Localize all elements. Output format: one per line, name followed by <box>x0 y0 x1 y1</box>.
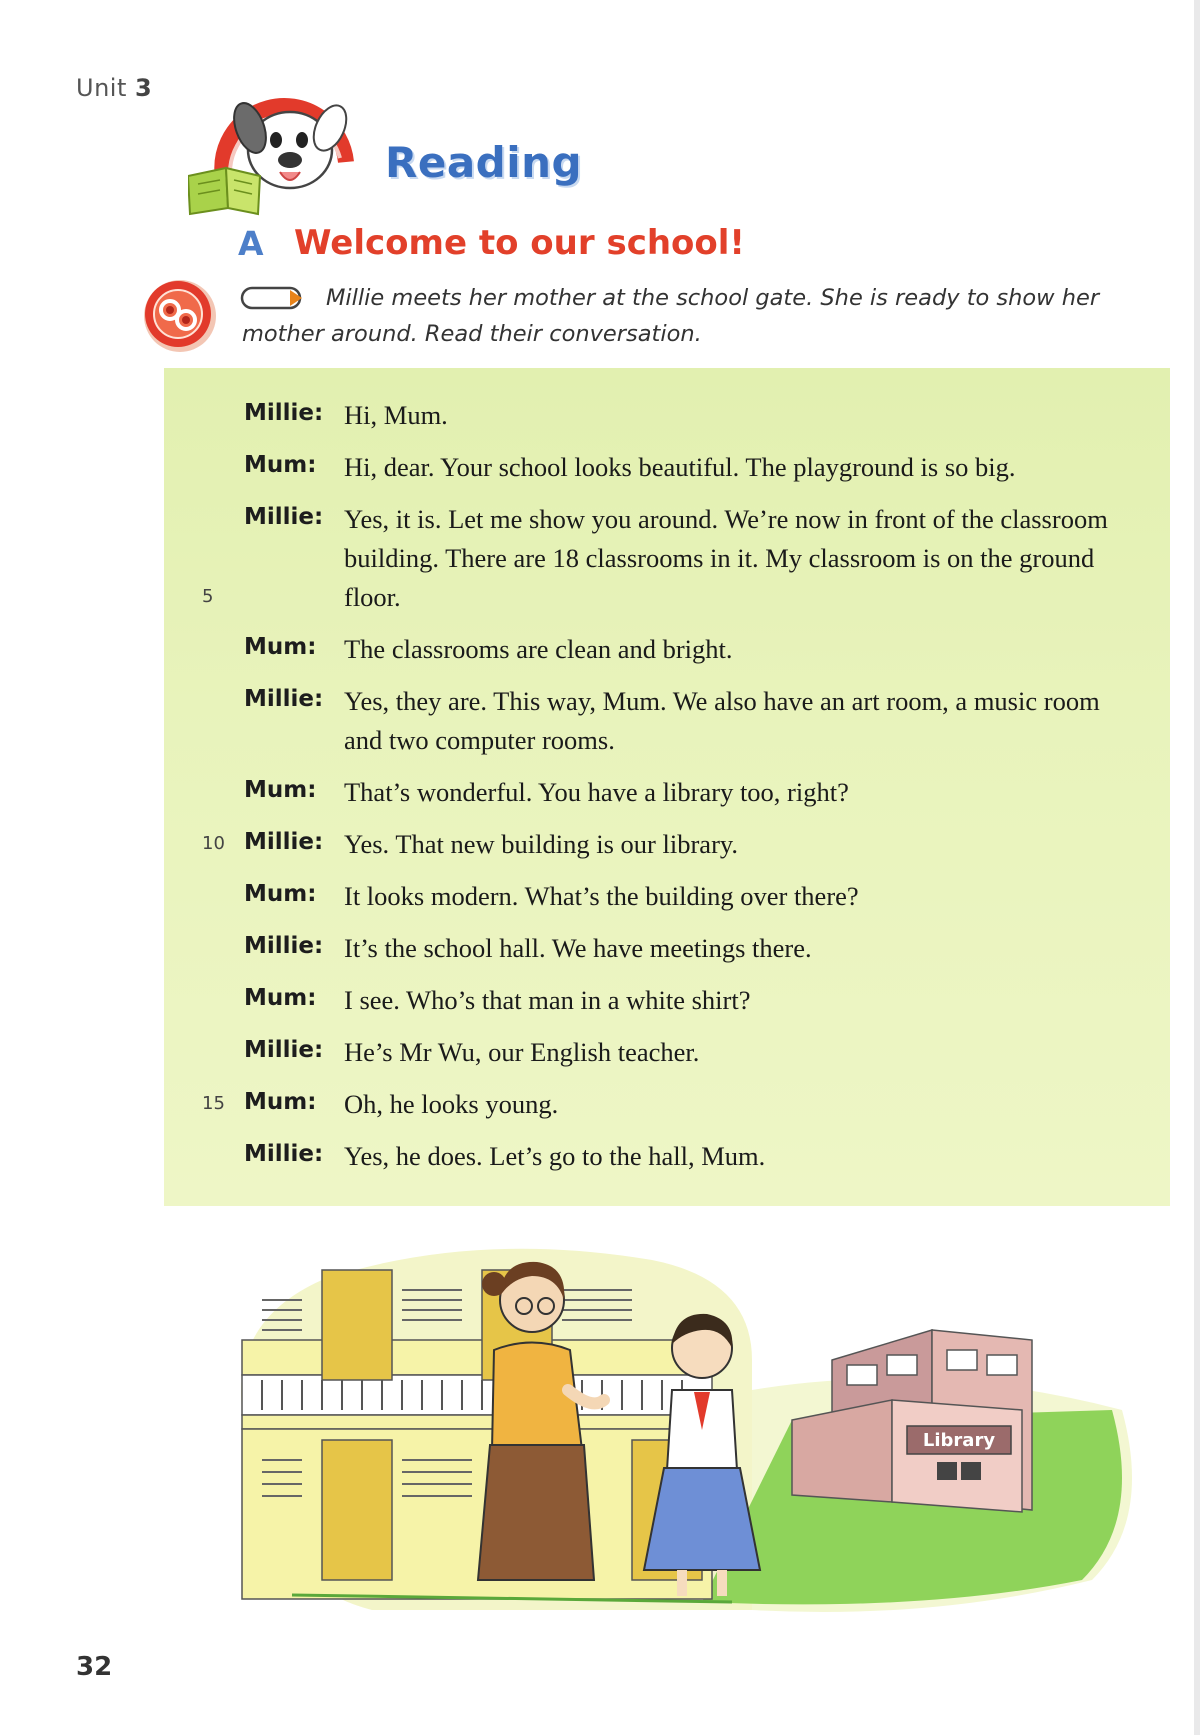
speaker-label: Millie: <box>244 933 324 959</box>
speaker-label: Mum: <box>244 881 317 907</box>
speech-text: Oh, he looks young. <box>344 1089 559 1119</box>
speech-text: Yes, they are. This way, Mum. We also have an art room, a music room and two computer rooms. <box>344 686 1100 755</box>
speaker-label: Millie: <box>244 400 324 426</box>
speech-text: Hi, Mum. <box>344 400 448 430</box>
speech-text: It’s the school hall. We have meetings there. <box>344 933 812 963</box>
line-number: 10 <box>202 833 225 854</box>
speaker-label: Millie: <box>244 1141 324 1167</box>
audio-cd-icon[interactable] <box>142 276 220 354</box>
page-number: 32 <box>76 1652 113 1682</box>
school-tour-illustration <box>232 1240 1132 1620</box>
unit-label <box>76 74 152 102</box>
reading-heading: Reading <box>385 138 583 187</box>
speaker-label: Mum: <box>244 985 317 1011</box>
speaker-label: Mum: <box>244 452 317 478</box>
speaker-label: Mum: <box>244 777 317 803</box>
speech-text: Yes, it is. Let me show you around. We’re now in front of the classroom building. There are 18 classrooms in it. My classroom is on the ground floor. <box>344 504 1108 612</box>
library-building <box>792 1330 1032 1512</box>
dialogue-box <box>164 368 1170 1206</box>
speaker-label: Mum: <box>244 634 317 660</box>
reading-mascot-icon <box>188 76 388 216</box>
unit-word: Unit <box>76 74 127 102</box>
speaker-label: Millie: <box>244 1037 324 1063</box>
section-title: Welcome to our school! <box>294 223 745 263</box>
speech-text: It looks modern. What’s the building over there? <box>344 881 859 911</box>
speech-text: Hi, dear. Your school looks beautiful. The playground is so big. <box>344 452 1016 482</box>
unit-number: 3 <box>135 74 153 102</box>
speech-text: Yes. That new building is our library. <box>344 829 739 859</box>
reading-instruction: Millie meets her mother at the school gate. She is ready to show her mother around. Read their conversation. <box>242 285 1100 347</box>
speaker-label: Millie: <box>244 829 324 855</box>
library-sign: Library <box>922 1430 996 1451</box>
speech-text: I see. Who’s that man in a white shirt? <box>344 985 751 1015</box>
speech-text: That’s wonderful. You have a library too, right? <box>344 777 849 807</box>
speaker-label: Millie: <box>244 504 324 530</box>
speaker-label: Mum: <box>244 1089 317 1115</box>
speech-text: He’s Mr Wu, our English teacher. <box>344 1037 700 1067</box>
speech-text: Yes, he does. Let’s go to the hall, Mum. <box>344 1141 766 1171</box>
line-number: 15 <box>202 1093 225 1114</box>
speech-text: The classrooms are clean and bright. <box>344 634 733 664</box>
section-letter: A <box>238 224 264 263</box>
line-number: 5 <box>202 586 214 607</box>
speaker-label: Millie: <box>244 686 324 712</box>
